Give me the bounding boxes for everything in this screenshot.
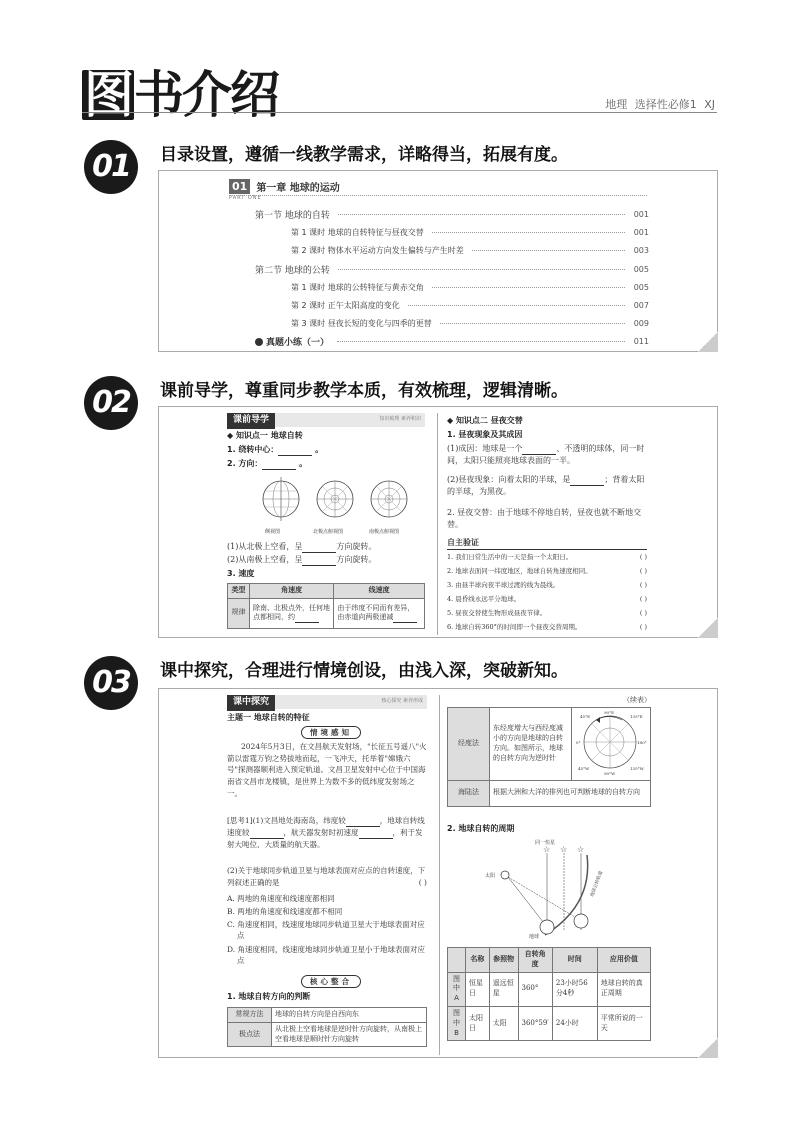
fill-blank[interactable]: [302, 558, 336, 566]
toc-row[interactable]: 第 1 课时 地球的自转特征与昼夜交替 001: [291, 227, 649, 237]
check-item: 6. 地球自转360°的时间即一个昼夜交替周期。: [447, 623, 582, 631]
fill-blank[interactable]: [522, 447, 556, 455]
toc-row[interactable]: 第一节 地球的自转 001: [255, 209, 649, 221]
subheading: 2. 地球自转的周期: [447, 824, 515, 833]
period-table: 名称 参照物 自转角度 时间 应用价值 图中A 恒星日 遥远恒星 360° 23小时56分4秒 地球自转的真正周期 图中B 太阳日 太阳 360°59′ 24小时 平常所说的一天: [447, 947, 651, 1041]
check-item: 4. 晨昏线永远平分地球。: [447, 595, 521, 603]
side-view-globe: [263, 477, 299, 521]
globe-label: 北极点俯视图: [313, 529, 344, 535]
chapter-number: 01: [229, 179, 250, 194]
sun-icon: [501, 871, 509, 879]
section-tag: 课前导学: [227, 413, 275, 429]
scene-text: 2024年5月3日，在文昌航天发射场，"长征五号遥八"火箭以雷霆万钧之势拔地而起，一飞冲天，托举着"嫦娥六号"探测器顺利进入预定轨道。文昌卫星发射中心位于中国海南省文昌市龙楼镇，是世界上为数不多的低纬度发射场之一。: [227, 742, 427, 798]
longitude-diagram: [572, 708, 648, 776]
question: 1. 绕转中心： 。: [227, 445, 324, 454]
orbit-label: 地球公转轨道: [590, 870, 605, 898]
preview-left-page: [227, 413, 425, 635]
think-question: (2)关于地球同步轨道卫星与地球表面对应点的自转速度，下列叙述正确的是 ( ): [227, 866, 427, 887]
logo-char: 介: [182, 66, 230, 124]
check-item: 1. 我们日常生活中的一天是指一个太阳日。: [447, 553, 573, 561]
think-question: [思考1](1)文昌地处海南岛，纬度较 ，地球自转线速度较 ，航天器发射时初速度 ，利于发射大吨位、大质量的航天器。: [227, 816, 425, 849]
fill-blank[interactable]: [570, 478, 604, 486]
question: 3. 速度: [227, 569, 255, 578]
logo-char: 图: [84, 66, 132, 124]
direction-table: 常规方法 地球的自转方向是自西向东 极点法 从北极上空看地球是逆时针方向旋转，从南极上空看地球是顺时针方向旋转: [227, 1007, 427, 1047]
knowledge-point-title: ◆ 知识点二 昼夜交替: [447, 416, 523, 425]
section-title: 课中探究，合理进行情境创设，由浅入深，突破新知。: [160, 661, 568, 681]
knowledge-point-title: ◆ 知识点一 地球自转: [227, 431, 303, 440]
logo-char: 绍: [230, 66, 278, 124]
toc-row[interactable]: 真题小练（一） 011: [255, 334, 649, 348]
answer-paren[interactable]: ( ): [418, 878, 427, 887]
fill-blank[interactable]: [393, 615, 417, 623]
paragraph: (2)昼夜现象：向着太阳的半球，是 ；背着太阳的半球，为黑夜。: [447, 475, 645, 496]
preview-panel: [158, 406, 718, 638]
subheading: 1. 地球自转方向的判断: [227, 992, 311, 1001]
question: (2)从南极上空看，呈 方向旋转。: [227, 555, 377, 564]
sun-label: 太阳: [485, 873, 496, 879]
explore-panel: [158, 688, 718, 1058]
exam-icon: [255, 338, 263, 346]
toc-row[interactable]: 第 3 课时 昼夜长短的变化与四季的更替 009: [291, 318, 649, 328]
section-number: 03: [84, 656, 138, 710]
direction-table-continued: 经度法 东经度增大与西经度减小的方向是地球的自转方向。如图所示，地球的自转方向为逆时针 45°E 90°E 135°E 0° 180° 45°W 90°W 135°W 海陆法 根据大洲和大洋的排列也可判断地球的自转方向: [447, 707, 651, 807]
question: (1)从北极上空看，呈 方向旋转。: [227, 542, 377, 551]
chapter-heading: [229, 179, 340, 194]
globe-label: 侧视图: [265, 529, 281, 535]
earth-label: 地球: [529, 934, 540, 940]
paragraph: (1)成因：地球是一个 、不透明的球体，同一时间，太阳只能照亮地球表面的一半。: [447, 444, 645, 465]
self-check-title: 自主验证: [447, 537, 647, 550]
core-title: 核心整合: [301, 975, 361, 988]
topic-title: 主题一 地球自转的特征: [227, 713, 310, 722]
page-divider: [437, 413, 438, 635]
answer-paren[interactable]: ( ): [639, 595, 647, 603]
earth-icon: [540, 920, 554, 934]
longitude-label: 90°W: [604, 771, 616, 776]
toc-row[interactable]: 第 2 课时 正午太阳高度的变化 007: [291, 300, 649, 310]
check-item: 5. 昼夜交替使生物形成昼夜节律。: [447, 609, 547, 617]
longitude-label: 45°E: [580, 714, 591, 719]
section-number: 02: [84, 376, 138, 430]
section-title: 课前导学，尊重同步教学本质，有效梳理，逻辑清晰。: [160, 381, 568, 401]
part-label: PART ONE: [229, 195, 262, 201]
answer-paren[interactable]: ( ): [639, 567, 647, 575]
check-item: 2. 地球表面同一纬度地区，地球自转角速度相同。: [447, 567, 592, 575]
longitude-label: 0°: [576, 740, 581, 745]
answer-paren[interactable]: ( ): [639, 623, 647, 631]
fill-blank[interactable]: [295, 615, 319, 623]
toc-panel: [158, 170, 718, 352]
star-label: 同一恒星: [535, 840, 556, 846]
tag-bar: 课中探究 核心探究 素养形成: [227, 695, 427, 709]
fill-blank[interactable]: [346, 819, 380, 827]
globe-label: 南极点俯视图: [369, 529, 400, 535]
subheading: 1. 昼夜现象及其成因: [447, 430, 523, 439]
rotation-period-diagram: [475, 835, 625, 945]
preview-right-page: [447, 413, 647, 635]
scene-title: 情境感知: [301, 726, 361, 739]
chapter-rule: [229, 195, 647, 196]
chapter-title: 第一章 地球的运动: [256, 183, 340, 194]
star-icon: ☆: [577, 845, 585, 854]
star-icon: ☆: [543, 845, 551, 854]
tag-bar: 课前导学 知识梳理 素养积识: [227, 413, 425, 427]
earth-icon: [574, 914, 588, 928]
question: 2. 方向： 。: [227, 459, 308, 468]
star-icon: ☆: [560, 845, 568, 854]
longitude-label: 180°: [637, 740, 647, 745]
answer-paren[interactable]: ( ): [639, 553, 647, 561]
fill-blank[interactable]: [278, 448, 312, 456]
section-tag: 课中探究: [227, 695, 275, 711]
answer-paren[interactable]: ( ): [639, 581, 647, 589]
longitude-label: 135°E: [630, 714, 643, 719]
south-pole-view: [371, 481, 407, 517]
north-pole-view: [317, 481, 353, 517]
header-divider: [82, 112, 717, 113]
paragraph: 2. 昼夜交替：由于地球不停地自转，昼夜也就不断地交替。: [447, 508, 642, 529]
header-subtitle: 地理 选择性必修1 XJ: [605, 98, 715, 111]
explore-left-page: [227, 695, 427, 1055]
longitude-label: 45°W: [578, 766, 590, 771]
explore-right-page: [447, 695, 651, 1055]
section-title: 目录设置，遵循一线教学需求，详略得当，拓展有度。: [160, 145, 568, 165]
speed-table: 类型 角速度 线速度 规律 除南、北极点外，任何地点都相同，约 由于纬度不同而有差异，由赤道向两极递减: [227, 583, 425, 629]
section-number: 01: [84, 140, 138, 194]
fill-blank[interactable]: [250, 831, 284, 839]
fill-blank[interactable]: [302, 545, 336, 553]
choice-d[interactable]: D. 角速度相同，线速度地球同步轨道卫星小于地球表面对应点: [227, 945, 426, 966]
toc-row[interactable]: 第二节 地球的公转 005: [255, 264, 649, 276]
toc-row[interactable]: 第 1 课时 地球的公转特征与黄赤交角 005: [291, 282, 649, 292]
fill-blank[interactable]: [262, 462, 296, 470]
continued-label: （续表）: [623, 696, 651, 704]
choice-b[interactable]: B. 两地的角速度和线速度都不相同: [227, 907, 343, 916]
longitude-label: 90°E: [604, 710, 615, 715]
fill-blank[interactable]: [359, 831, 393, 839]
page-divider: [439, 695, 440, 1055]
check-item: 3. 由昼半球向夜半球过渡的线为晨线。: [447, 581, 560, 589]
answer-paren[interactable]: ( ): [639, 609, 647, 617]
choice-a[interactable]: A. 两地的角速度和线速度都相同: [227, 894, 335, 903]
choice-c[interactable]: C. 角速度相同，线速度地球同步轨道卫星大于地球表面对应点: [227, 920, 425, 941]
logo-char: 书: [134, 66, 182, 124]
longitude-label: 135°W: [630, 766, 644, 771]
toc-row[interactable]: 第 2 课时 物体水平运动方向发生偏转与产生时差 003: [291, 245, 649, 255]
